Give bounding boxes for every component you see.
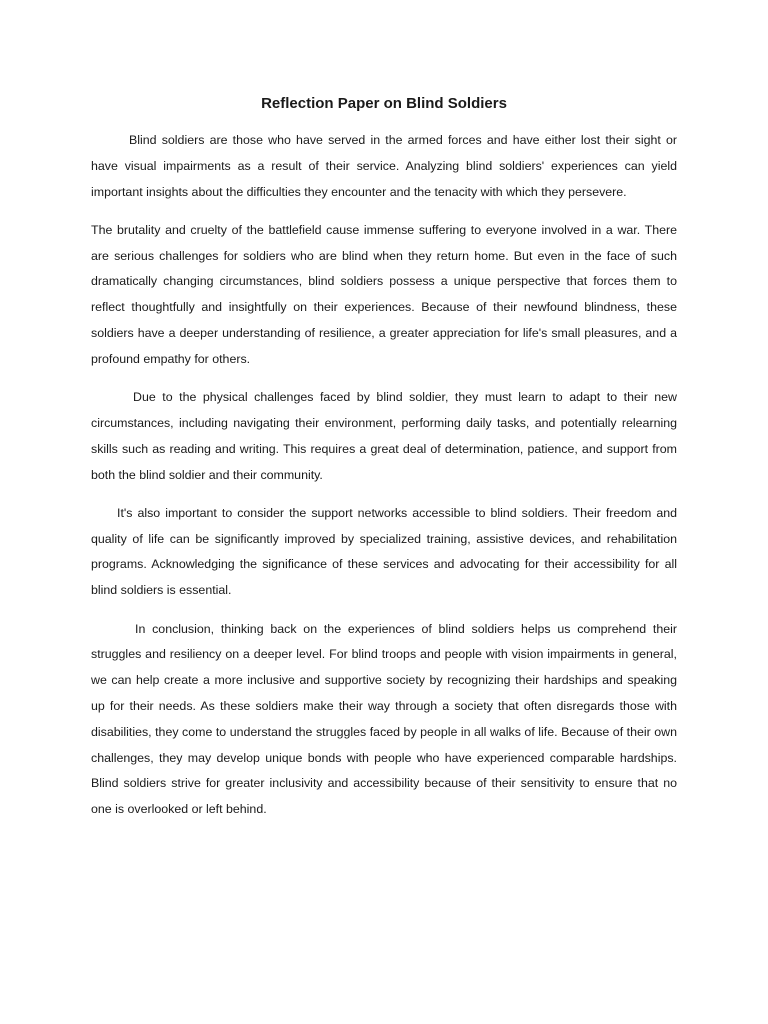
document-title: Reflection Paper on Blind Soldiers <box>261 95 507 112</box>
paragraph-adaptation: Due to the physical challenges faced by blind soldier, they must learn to adapt to their new circumstances, including navigating their environment, performing daily tasks, and potentially relearning skills such as reading and writing. This requires a great deal of determination, patience, and support from both the blind soldier and their community. <box>91 390 677 482</box>
paragraph-conclusion: In conclusion, thinking back on the experiences of blind soldiers helps us comprehend their struggles and resiliency on a deeper level. For blind troops and people with vision impairments in general, we can help create a more inclusive and supportive society by recognizing their hardships and speaking up for their needs. As these soldiers make their way through a society that often disregards those with disabilities, they come to understand the struggles faced by people in all walks of life. Because of their own challenges, they may develop unique bonds with people who have experienced comparable hardships. Blind soldiers strive for greater inclusivity and accessibility because of their sensitivity to ensure that no one is overlooked or left behind. <box>91 621 677 817</box>
paragraph-intro: Blind soldiers are those who have served in the armed forces and have either lost their sight or have visual impairments as a result of their service. Analyzing blind soldiers' experiences can yield important insights about the difficulties they encounter and the tenacity with which they persevere. <box>91 133 677 199</box>
paragraph-support-networks: It's also important to consider the support networks accessible to blind soldiers. Their freedom and quality of life can be significantly improved by specialized training, assistive devices, and rehabilitation programs. Acknowledging the significance of these services and advocating for their accessibility for all blind soldiers is essential. <box>91 505 677 598</box>
document-body <box>91 128 677 835</box>
paragraph-battlefield: The brutality and cruelty of the battlefield cause immense suffering to everyone involved in a war. There are serious challenges for soldiers who are blind when they return home. But even in the face of such dramatically changing circumstances, blind soldiers possess a unique perspective that forces them to reflect thoughtfully and insightfully on their experiences. Because of their newfound blindness, these soldiers have a deeper understanding of resilience, a greater appreciation for life's small pleasures, and a profound empathy for others. <box>91 222 677 366</box>
